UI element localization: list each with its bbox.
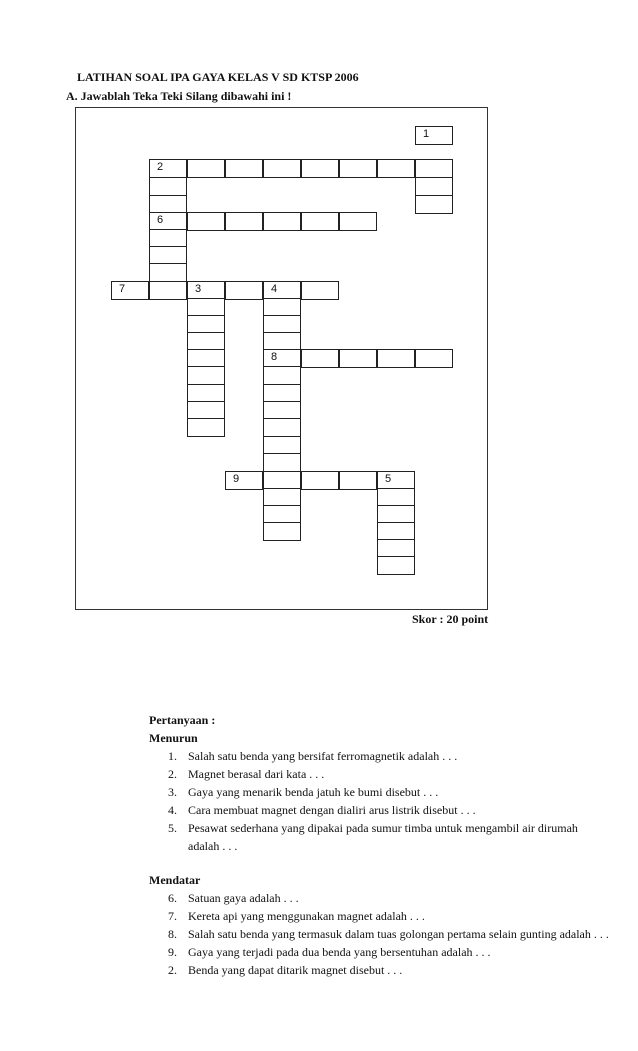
clue-item <box>149 943 609 961</box>
clue-item-text: Magnet berasal dari kata . . . <box>188 767 325 781</box>
clue-item-number: 9. <box>168 945 177 959</box>
clue-item-text: Pesawat sederhana yang dipakai pada sumur timba untuk mengambil air dirumah adalah . . . <box>188 821 578 853</box>
crossword-cell[interactable] <box>111 281 149 300</box>
down-heading: Menurun <box>149 731 198 745</box>
clue-item-text: Benda yang dapat ditarik magnet disebut . . . <box>188 963 403 977</box>
crossword-cell[interactable] <box>225 212 263 231</box>
clue-item-text: Satuan gaya adalah . . . <box>188 891 299 905</box>
questions-section <box>149 711 609 979</box>
crossword-cell[interactable] <box>225 159 263 178</box>
clue-item-number: 7. <box>168 909 177 923</box>
clue-number: 8 <box>271 351 278 363</box>
crossword-cell[interactable] <box>149 159 187 178</box>
clue-item-number: 5. <box>168 821 177 835</box>
crossword-cell[interactable] <box>263 418 301 437</box>
crossword-cell[interactable] <box>301 471 339 490</box>
clue-number: 7 <box>119 283 126 295</box>
clue-item-text: Kereta api yang menggunakan magnet adalah . . . <box>188 909 425 923</box>
crossword-cell[interactable] <box>263 366 301 385</box>
crossword-cell[interactable] <box>187 418 225 437</box>
clue-item-number: 6. <box>168 891 177 905</box>
clue-item-number: 2. <box>168 963 177 977</box>
crossword-cell[interactable] <box>225 471 263 490</box>
crossword-cell[interactable] <box>263 453 301 472</box>
crossword-cell[interactable] <box>301 212 339 231</box>
crossword-cell[interactable] <box>339 159 377 178</box>
clue-item <box>149 747 609 765</box>
crossword-cell[interactable] <box>225 281 263 300</box>
clue-item-text: Gaya yang menarik benda jatuh ke bumi disebut . . . <box>188 785 439 799</box>
crossword-cell[interactable] <box>149 263 187 282</box>
crossword-cell[interactable] <box>415 349 453 368</box>
crossword-cell[interactable] <box>415 159 453 178</box>
clue-item-text: Gaya yang terjadi pada dua benda yang bersentuhan adalah . . . <box>188 945 491 959</box>
clue-item-number: 3. <box>168 785 177 799</box>
clue-item <box>149 907 609 925</box>
across-heading: Mendatar <box>149 873 201 887</box>
clue-item-number: 4. <box>168 803 177 817</box>
clue-item-number: 1. <box>168 749 177 763</box>
clue-item <box>149 925 609 943</box>
crossword-cell[interactable] <box>377 159 415 178</box>
crossword-cell[interactable] <box>301 281 339 300</box>
clue-number: 4 <box>271 283 278 295</box>
clue-number: 1 <box>423 128 430 140</box>
page-title: LATIHAN SOAL IPA GAYA KELAS V SD KTSP 2006 <box>77 70 359 84</box>
clue-number: 2 <box>157 161 164 173</box>
clue-item <box>149 819 609 855</box>
clue-item <box>149 801 609 819</box>
crossword-cell[interactable] <box>339 212 377 231</box>
crossword-cell[interactable] <box>415 195 453 214</box>
crossword-cell[interactable] <box>187 212 225 231</box>
crossword-cell[interactable] <box>301 159 339 178</box>
down-clue-list <box>149 747 609 855</box>
crossword-cell[interactable] <box>187 366 225 385</box>
crossword-cell[interactable] <box>263 522 301 541</box>
crossword-cell[interactable] <box>187 159 225 178</box>
crossword-cell[interactable] <box>415 177 453 196</box>
clue-number: 6 <box>157 214 164 226</box>
crossword-cell[interactable] <box>149 177 187 196</box>
score-label: Skor : 20 point <box>412 612 489 626</box>
clue-item <box>149 765 609 783</box>
instruction-text: A. Jawablah Teka Teki Silang dibawahi ini ! <box>66 89 292 103</box>
clue-item <box>149 889 609 907</box>
crossword-cell[interactable] <box>339 471 377 490</box>
clue-item-text: Cara membuat magnet dengan dialiri arus listrik disebut . . . <box>188 803 476 817</box>
across-clue-list <box>149 889 609 979</box>
clue-item-text: Salah satu benda yang bersifat ferromagnetik adalah . . . <box>188 749 458 763</box>
questions-heading: Pertanyaan : <box>149 713 216 727</box>
crossword-cell[interactable] <box>263 212 301 231</box>
clue-number: 3 <box>195 283 202 295</box>
crossword-cell[interactable] <box>377 349 415 368</box>
clue-item-number: 2. <box>168 767 177 781</box>
clue-item <box>149 961 609 979</box>
crossword-cell[interactable] <box>149 281 187 300</box>
crossword-cell[interactable] <box>339 349 377 368</box>
crossword-cell[interactable] <box>263 159 301 178</box>
clue-item-number: 8. <box>168 927 177 941</box>
crossword-cell[interactable] <box>301 349 339 368</box>
clue-item-text: Salah satu benda yang termasuk dalam tuas golongan pertama selain gunting adalah . . . <box>188 927 609 941</box>
clue-item <box>149 783 609 801</box>
crossword-cell[interactable] <box>415 126 453 145</box>
clue-number: 5 <box>385 473 392 485</box>
clue-number: 9 <box>233 473 240 485</box>
crossword-cell[interactable] <box>377 556 415 575</box>
